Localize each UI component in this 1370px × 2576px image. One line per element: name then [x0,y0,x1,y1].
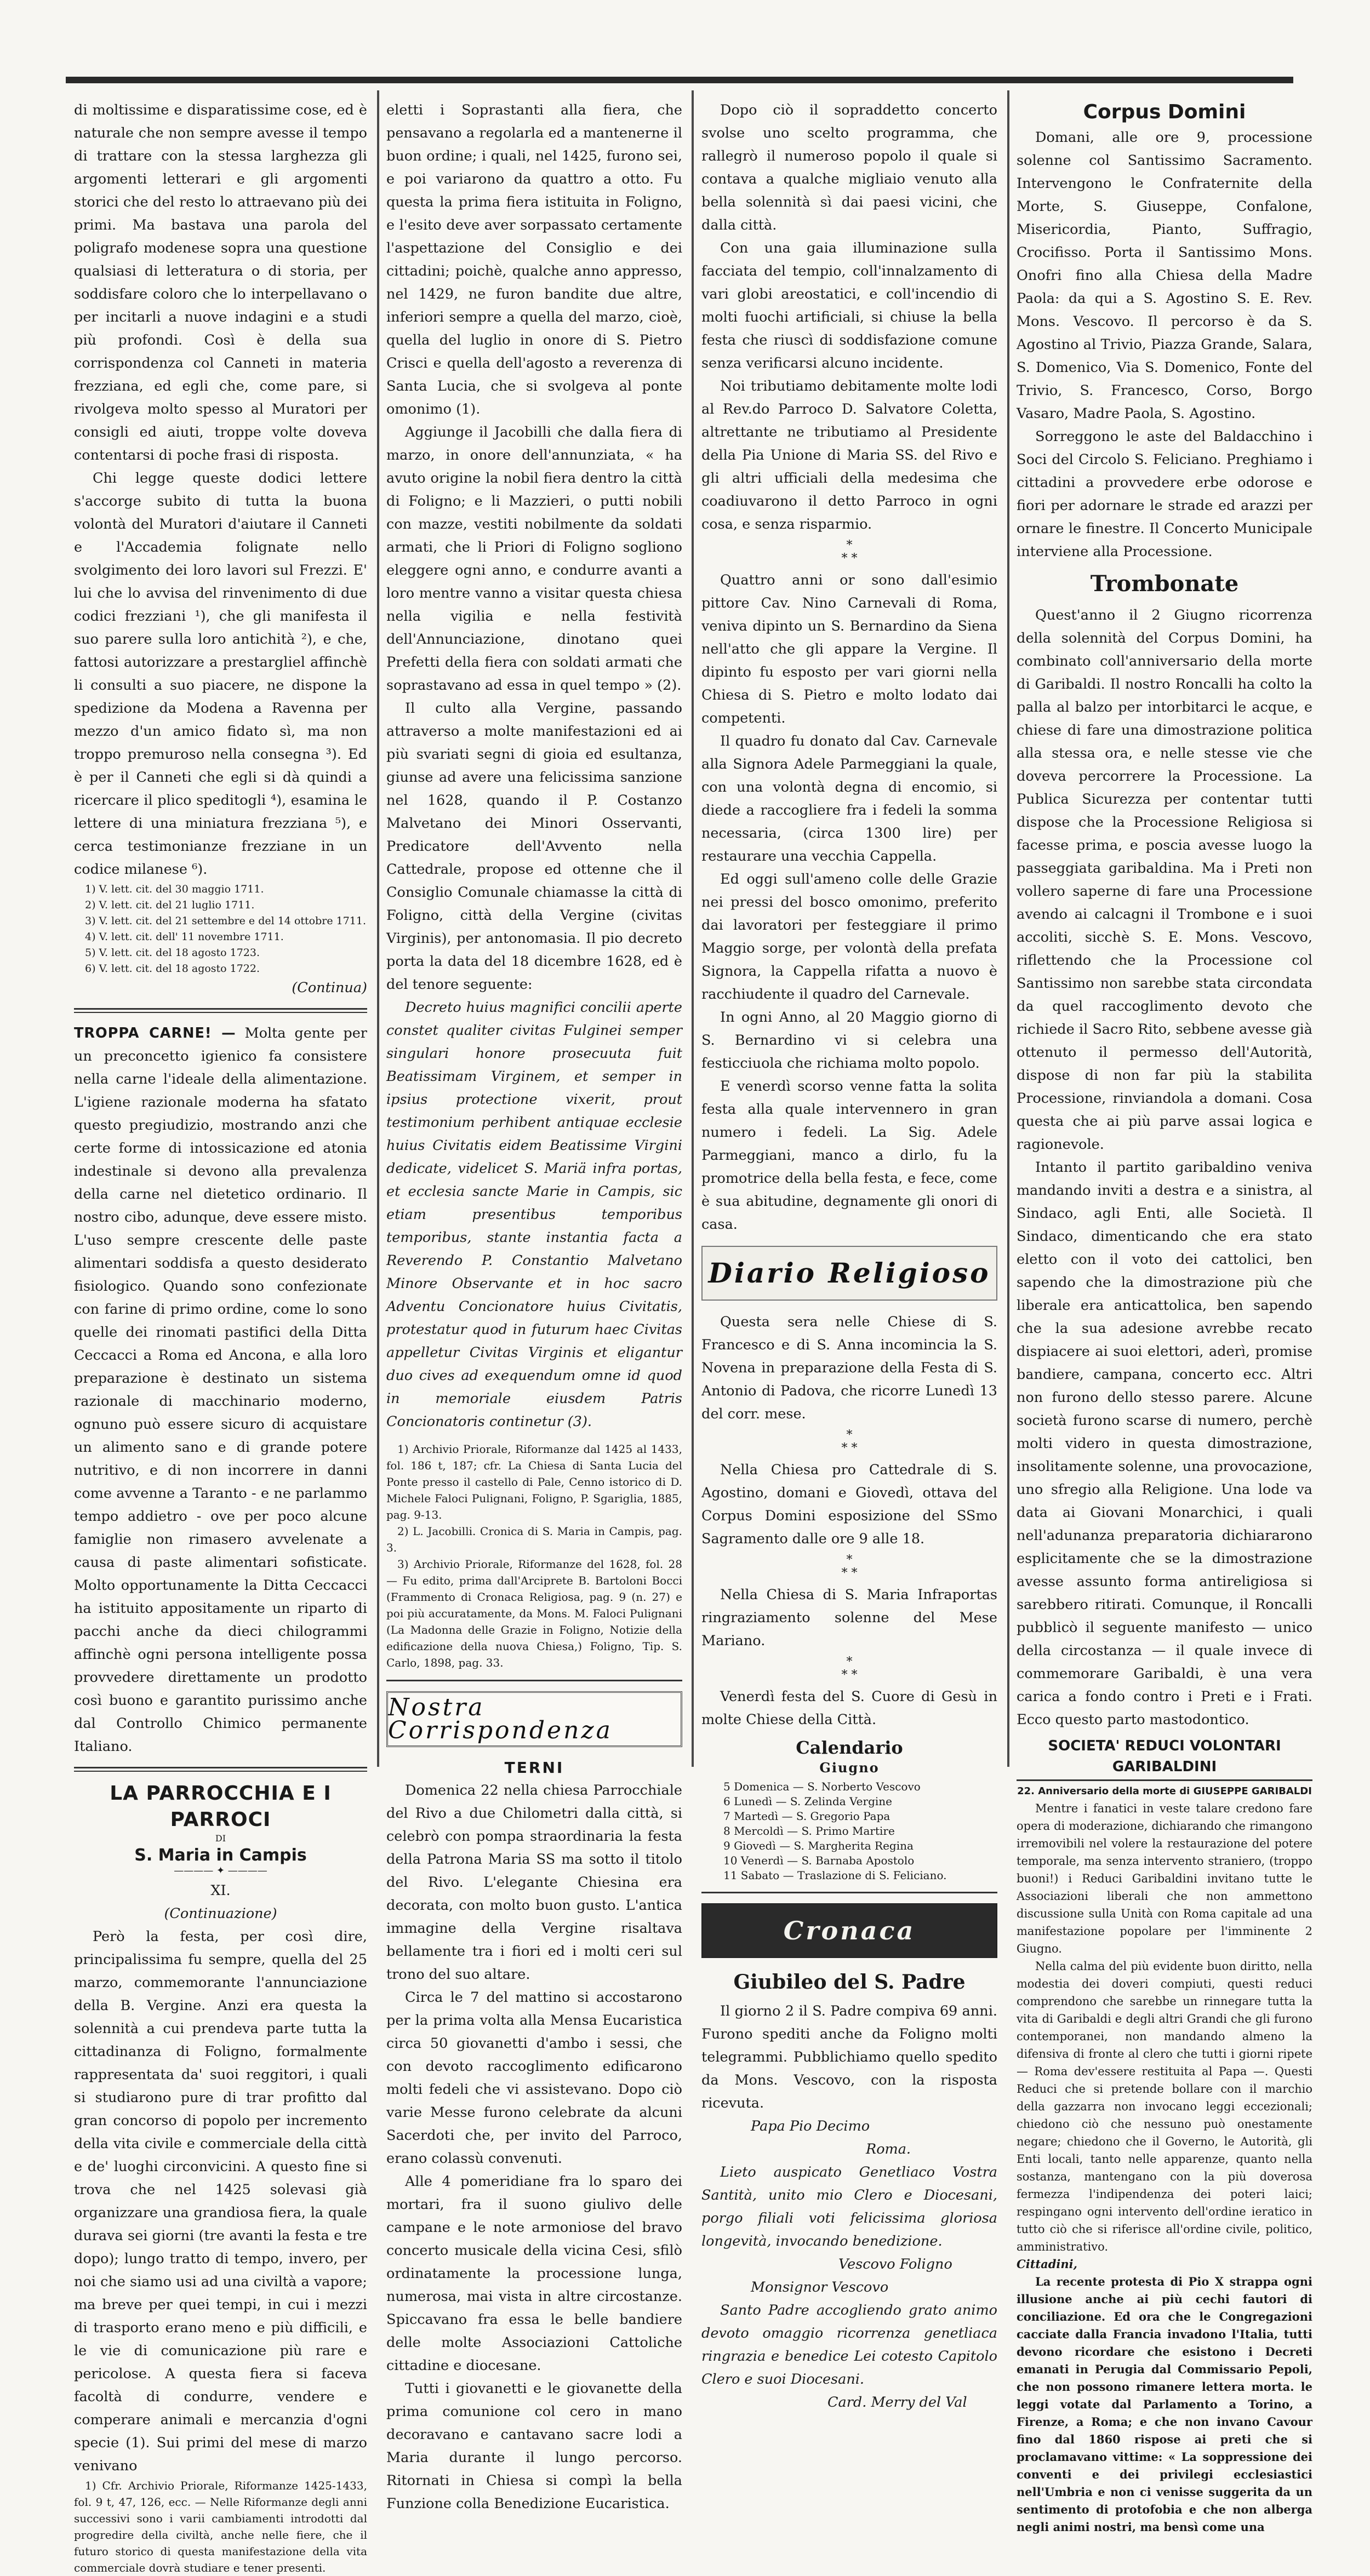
section-divider [701,1892,997,1893]
cronaca-banner: Cronaca [701,1903,997,1958]
section-divider [1017,1779,1312,1781]
asterism: * * * [841,1655,858,1682]
parrocchia-di: DI [215,1833,226,1844]
footnote: 2) L. Jacobilli. Cronica di S. Maria in Campis, pag. 3. [386,1525,682,1554]
parrocchia-subtitle: S. Maria in Campis [134,1846,307,1865]
troppa-carne-article [74,1022,367,1758]
article-paragraph: Alle 4 pomeridiane fra lo sparo dei mortari, fra il suono giulivo delle campane e le note armoniose del bravo concerto musicale della vicina Cesi, sfilò ordinatamente la processione lunga, numerosa, mai vista in altre circostanze. Spiccavano fra essa le belle bandiere delle molte Associazioni Cattoliche cittadine e diocesane. [386,2173,682,2374]
column-rule [1007,90,1009,1767]
calendario-entry: 7 Martedì — S. Gregorio Papa [723,1810,891,1823]
article-paragraph: Venerdì festa del S. Cuore di Gesù in molte Chiese della Città. [701,1688,997,1728]
footnotes [386,1441,682,1671]
article-paragraph: Noi tributiamo debitamente molte lodi al Rev.do Parroco D. Salvatore Coletta, altrettante ne tributiamo al Presidente della Pia Unione di Maria SS. del Rivo e gli altri ufficiali della medesima che coadiuvarono il detto Parroco in ogni cosa, e senza risparmio. [701,378,997,533]
calendario-title: Calendario [796,1737,903,1758]
column-rule [692,90,694,1767]
latin-decree: Decreto huius magnifici concilii aperte constet qualiter civitas Fulginei semper singulari honore prosecuuta fuit Beatissimam Virginem, et semper in ipsius protectione vixerit, prout testimonium perhibent antiquae ecclesie huius Civitatis eidem Beatissime Virgini dedicate, videlicet S. Mariä infra portas, et ecclesia sancte Marie in Campis, sic etiam presentibus temporibus temporibus, stante instantia facta a Reverendo P. Constantio Malvetano Minore Observante et in hoc sacro Adventu Concionatore huius Civitatis, protestatur quod in futurum haec Civitas appelletur Civitas Virginis et eligantur duo cives ad exequendum omne id quod in memoriale eiusdem Patris Concionatoris continetur (3). [386,999,682,1430]
societa-reduci-subtitle: 22. Anniversario della morte di GIUSEPPE GARIBALDI [1017,1785,1312,1797]
footnote: 1) Cfr. Archivio Priorale, Riformanze 1425-1433, fol. 9 t, 47, 126, ecc. — Nelle Riformanze degli anni successivi sono i varii cambiamenti introdotti dal progredire della civiltà, anche nelle fiere, che il futuro storico di questa manifestazione della vita commerciale dovrà studiare e tener presenti. [74,2479,367,2574]
asterism: * * * [841,539,858,565]
article-paragraph: Quest'anno il 2 Giugno ricorrenza della solennità del Corpus Domini, ha combinato coll'anniversario della morte di Garibaldi. Il nostro Roncalli ha colto la palla al balzo per intorbitarci le acque, e chiese di fare una dimostrazione politica alla stessa ora, e nelle stesse vie che doveva percorrere la Processione. La Publica Sicurezza per contentar tutti dispose che la Processione Religiosa si facesse prima, e poscia avesse luogo la passeggiata garibaldina. Ma i Preti non vollero saperne di fare una Processione avendo ai calcagni il Trombone e i suoi accoliti, sicchè S. E. Mons. Vescovo, riflettendo che la Processione col Santissimo non sarebbe stata circondata da quel raccoglimento devoto che richiede il Sacro Rito, sebbene avesse già ottenuto il permesso dell'Autorità, dispose di non far più la stabilita Processione, rinviandola a domani. Cosa questa che ai più parve assai logica e ragionevole. [1017,607,1312,1153]
article-paragraph: eletti i Soprastanti alla fiera, che pensavano a regolarla ed a mantenerne il buon ordine; i quali, nel 1425, furono sei, e poi variarono da quattro a otto. Fu questa la prima fiera istituita in Foligno, e l'esito deve aver sorpassato certamente l'aspettazione del Consiglio e dei cittadini; poichè, qualche anno appresso, nel 1429, ne furon bandite due altre, inferiori sempre a quella del marzo, cioè, quella del luglio in onore di S. Pietro Crisci e quella dell'agosto a reverenza di Santa Lucia, che si svolgeva al ponte omonimo (1). [386,102,682,417]
article-paragraph: Questa sera nelle Chiese di S. Francesco e di S. Anna incomincia la S. Novena in preparazione della Festa di S. Antonio di Padova, che ricorre Lunedì 13 del corr. mese. [701,1314,997,1422]
column-rule [377,90,379,1767]
article-paragraph: In ogni Anno, al 20 Maggio giorno di S. Bernardino vi si celebra una festicciuola che richiama molto popolo. [701,1009,997,1072]
ornament-rule: ———— ✦ ———— [174,1865,267,1876]
article-paragraph: Il quadro fu donato dal Cav. Carnevale alla Signora Adele Parmeggiani la quale, con una volontà degna di encomio, si diede a raccogliere fra i fedeli la somma necessaria, (circa 1300 lire) per restaurare una vecchia Cappella. [701,733,997,865]
troppa-carne-lead: TROPPA CARNE! — [74,1025,236,1041]
parrocchia-number: XI. [210,1882,231,1899]
article-paragraph: Sorreggono le aste del Baldacchino i Soci del Circolo S. Feliciano. Preghiamo i cittadini a provvedere erbe odorose e fiori per adornare le strade ed arazzi per ornare le finestre. Il Concerto Municipale interviene alla Processione. [1017,428,1312,560]
calendario-month: Giugno [819,1760,880,1776]
footnote: 4) V. lett. cit. dell' 11 novembre 1711. [85,931,284,943]
footnote: 6) V. lett. cit. del 18 agosto 1722. [85,963,260,975]
calendario-entry: 6 Lunedì — S. Zelinda Vergine [723,1795,892,1808]
manifesto-paragraph: Mentre i fanatici in veste talare credono fare opera di moderazione, dichiarando che rimangono irremovibili nel volere la restaurazione del potere temporale, ma senza intervento straniero, (troppo buoni!) i Reduci Garibaldini invitano tutte le Associazioni liberali che non ammettono discussione sulla Unità con Roma capitale ad una manifestazione popolare per l'imminente 2 Giugno. [1017,1802,1312,1955]
footnote: 5) V. lett. cit. del 18 agosto 1723. [85,947,260,959]
footnote: 1) Archivio Priorale, Riformanze dal 1425 al 1433, fol. 186 t, 187; cfr. La Chiesa di Santa Lucia del Ponte presso il castello di Pale, Cenno istorico di D. Michele Faloci Pulignani, Foligno, P. Sgariglia, 1885, pag. 9-13. [386,1442,682,1521]
telegram-addressee: Monsignor Vescovo [751,2279,889,2295]
column-2 [386,99,682,2512]
corpus-domini-title: Corpus Domini [1083,101,1246,123]
article-paragraph: Tutti i giovanetti e le giovanette della prima comunione col cero in mano decoravano e cantavano sacre lodi a Maria durante il lungo percorso. Ritornati in Chiesa si compì la bella Funzione colla Benedizione Eucaristica. [386,2380,682,2512]
telegram-signature: Card. Merry del Val [827,2394,967,2411]
article-paragraph: Nella Chiesa di S. Maria Infraportas ringraziamento solenne del Mese Mariano. [701,1587,997,1649]
giubileo-title: Giubileo del S. Padre [733,1971,966,1994]
calendario-entry: 10 Venerdì — S. Barnaba Apostolo [723,1854,915,1867]
column-4 [1017,99,1312,2534]
calendario-entry: 9 Giovedì — S. Margherita Regina [723,1839,914,1852]
parrocchia-title: LA PARROCCHIA E I PARROCI [110,1782,332,1831]
column-1 [74,99,367,2574]
article-paragraph: Intanto il partito garibaldino veniva mandando inviti a destra e a sinistra, al Sindaco, agli Enti, alle Società. Il Sindaco, dimenticando che era stato eletto con il voto dei cattolici, ben sapendo che la dimostrazione più che liberale era anticattolica, ben sapendo che la sua adesione avrebbe recato dispiacere ai suoi elettori, aderì, promise bandiere, campana, concerto ecc. Altri non furono dello stesso parere. Alcune società furono scarse di numero, perchè molti videro in questa dimostrazione, insolitamente solenne, una provocazione, uno sfregio alla Religione. Una lode va data ai Giovani Monarchici, i quali nell'adunanza preparatoria dichiararono esplicitamente che se la dimostrazione avesse assunto forma antireligiosa si sarebbero ritirati. Comunque, il Roncalli pubblicò il seguente manifesto — unico della circostanza — il quale invece di commemorare Garibaldi, è una vera carica a fondo contro i Preti e i Frati. Ecco questo parto mastodontico. [1017,1159,1312,1728]
footnote: 1) V. lett. cit. del 30 maggio 1711. [85,883,264,895]
calendario-list [723,1779,997,1883]
article-paragraph: Dopo ciò il sopraddetto concerto svolse uno scelto programma, che rallegrò il numeroso popolo il quale si contava a qualche migliaio venuto alla bella solennità sì dai paesi vicini, che dalla città. [701,102,997,233]
telegram-signature: Vescovo Foligno [838,2256,952,2272]
article-paragraph: Chi legge queste dodici lettere s'accorge subito di tutta la buona volontà del Muratori d'aiutare il Canneti e l'Accademia folignate nello svolgimento dei loro lavori sul Frezzi. E' lui che lo avvisa del rinvenimento di due codici frezziani ¹), che gli manifesta il suo parere sulla loro antichità ²), e che, fattosi autorizzare a prestargliel afﬁnchè li consulti a suo piacere, ne dispone la spedizione da Modena a Ravenna per mezzo d'un amico fidato sì, ma non troppo premuroso nella consegna ³). Ed è per il Canneti che egli si dà quindi a ricercare il plico speditogli ⁴), esamina le lettere di una miniatura frezziana ⁵), e cerca testimonianze frezziane in un codice milanese ⁶). [74,470,367,878]
terni-heading: TERNI [504,1759,564,1777]
article-paragraph: Aggiunge il Jacobilli che dalla fiera di marzo, in onore dell'annunziata, « ha avuto origine la nobil fiera dentro la città di Foligno; e li Mazzieri, o putti nobili con mazze, vestiti nobilmente da soldati armati, che li Priori di Foligno sogliono eleggere ogni anno, e condurre avanti a loro mentre vanno a visitar questa chiesa nella vigilia e nella festività dell'Annunciazione, dinotano quei Prefetti della fiera con soldati armati che soprastavano ad essa in quel tempo » (2). [386,424,682,694]
article-paragraph: Domani, alle ore 9, processione solenne col Santissimo Sacramento. Intervengono le Confraternite della Morte, S. Giuseppe, Confalone, Misericordia, Pianto, Suffragio, Crocifisso. Porta il Santissimo Mons. Onofri fino alla Chiesa della Madre Paola: da qui a S. Agostino S. E. Rev. Mons. Vescovo. Il percorso è da S. Agostino al Trivio, Piazza Grande, Salara, S. Domenico, Via S. Domenico, Fonte del Trivio, S. Francesco, Corso, Borgo Vasaro, Madre Paola, S. Agostino. [1017,129,1312,422]
footnote: 2) V. lett. cit. del 21 luglio 1711. [85,899,255,911]
article-paragraph: di moltissime e disparatissime cose, ed è naturale che non sempre avesse il tempo di trattare con la stessa larghezza gli argomenti letterari e gli argomenti storici che del resto lo attraevano più dei primi. Ma bastava una parola del poligrafo modenese sopra una questione qualsiasi di letteratura o di storia, per soddisfare coloro che lo interpellavano o per incitarli a nuove indagini e a studi più profondi. Così è della sua corrispondenza col Canneti in materia frezziana, ed egli che, come pare, si rivolgeva molto spesso al Muratori per consigli ed aiuti, troppe volte doveva contentarsi di poche frasi di risposta. [74,102,367,463]
article-paragraph: Con una gaia illuminazione sulla facciata del tempio, coll'innalzamento di vari globi areostatici, e coll'incendio di molti fuochi artificiali, si chiuse la bella festa che riuscì di soddisfazione comune senza verificarsi alcuno incidente. [701,240,997,371]
footnote: 3) Archivio Priorale, Riformanze del 1628, fol. 28 — Fu edito, prima dall'Arciprete B. Bartoloni Bocci (Frammento di Cronaca Religiosa, pag. 9 (n. 27) e poi più accuratamente, da Mons. M. Faloci Pulignani (La Madonna delle Grazie in Foligno, Notizie della edificazione della nuova Chiesa,) Foligno, Tip. S. Carlo, 1898, pag. 33. [386,1558,682,1669]
troppa-carne-body: Molta gente per un preconcetto igienico fa consistere nella carne l'ideale della alimentazione. L'igiene razionale moderna ha sfatato questo pregiudizio, mostrando anzi che certe forme di intossicazione ed atonia indestinale si devono alla prevalenza della carne nel dietetico ordinario. Il nostro cibo, adunque, deve essere misto. L'uso sempre crescente delle paste alimentari soddisfa a questo desiderato fisiologico. Quando sono confezionate con farine di primo ordine, come lo sono quelle dei rinomati pastifici della Ditta Ceccacci a Roma ed Ancona, e alla loro preparazione è destinato un sistema razionale di macchinario moderno, ognuno può essere sicuro di acquistare un alimento sano e di grande potere nutritivo, e di non incorrere in danni come avvenne a Taranto - e ne parlammo tempo addietro - ove per poco alcune famiglie non rimasero avvelenate a causa di paste alimentari sofisticate. Molto opportunamente la Ditta Ceccacci ha istituito appositamente un riparto di pacchi anche da dieci chilogrammi affinchè ogni persona intelligente possa provvedere direttamente un prodotto così buono e garantito purissimo anche dal Controllo Chimico permanente Italiano. [74,1025,367,1755]
manifesto-paragraph: Nella calma del più evidente buon diritto, nella modestia dei doveri compiuti, questi reduci comprendono che sarebbe un rinnegare tutta la vita di Garibaldi e degli altri Grandi che gli furono contemporanei, non mandando almeno la difensiva di fronte al clero che tutti i giorni ripete — Roma dev'essere restituita al Papa —. Questi Reduci che si pretende bollare con il marchio della gazzarra non invocano leggi eccezionali; chiedono ciò che nessuno può onestamente negare; chiedono che il Governo, le Autorità, gli Enti locali, tanto nelle apparenze, quanto nella sostanza, mantengano con la più doverosa fermezza l'indipendenza dei poteri laici; respingano ogni intervento dell'ordine ieratico in tutto ciò che si riferisce all'ordine civile, politico, amministrativo. [1017,1960,1312,2253]
calendario-entry: 5 Domenica — S. Norberto Vescovo [723,1780,921,1793]
trombonate-title: Trombonate [1090,571,1239,597]
article-paragraph: Nella Chiesa pro Cattedrale di S. Agostino, domani e Giovedì, ottava del Corpus Domini esposizione del SSmo Sagramento dalle ore 9 alle 18. [701,1462,997,1547]
top-rule [66,77,1293,83]
column-3 [701,99,997,2411]
footnotes [74,882,367,976]
article-paragraph: E venerdì scorso venne fatta la solita festa alla quale intervennero in gran numero i fedeli. La Sig. Adele Parmeggiani, manco a dirlo, fu la promotrice della bella festa, e fece, come è sua abitudine, degnamente gli onori di casa. [701,1078,997,1233]
article-paragraph: Il culto alla Vergine, passando attraverso a molte manifestazioni ed ai più svariati segni di gioia ed esultanza, giunse ad avere una felicissima sanzione nel 1628, quando il P. Costanzo Malvetano dei Minori Osservanti, Predicatore dell'Avvento nella Cattedrale, propose ed ottenne che il Consiglio Comunale chiamasse la città di Foligno, città della Vergine (civitas Virginis), per antonomasia. Il pio decreto porta la data del 18 dicembre 1628, ed è del tenore seguente: [386,700,682,993]
article-paragraph: Il giorno 2 il S. Padre compiva 69 anni. Furono spediti anche da Foligno molti telegrammi. Pubblichiamo quello spedito da Mons. Vescovo, con la risposta ricevuta. [701,2003,997,2111]
diario-religioso-banner: Diario Religioso [701,1246,997,1301]
nostra-corrispondenza-banner: Nostra Corrispondenza [386,1691,682,1747]
parrocchia-continuazione: (Continuazione) [164,1905,277,1922]
telegram-text: Santo Padre accogliendo grato animo devoto omaggio ricorrenza genetliaca ringrazia e benedice Lei cotesto Capitolo Clero e suoi Diocesani. [701,2302,997,2388]
continua-label: (Continua) [292,980,367,996]
article-paragraph: Quattro anni or sono dall'esimio pittore Cav. Nino Carnevali di Roma, veniva dipinto un S. Bernardino da Siena nell'atto che gli appare la Vergine. Il dipinto fu esposto per vari giorni nella Chiesa di S. Pietro e molto lodato dai competenti. [701,572,997,726]
calendario-entry: 11 Sabato — Traslazione di S. Feliciano. [723,1869,947,1882]
article-paragraph: Però la festa, per così dire, principalissima fu sempre, quella del 25 marzo, commemorante l'annunciazione della B. Vergine. Anzi era questa la solennità a cui prendeva parte tutta la cittadinanza di Foligno, formalmente rappresentata da' suoi reggitori, i quali si studiarono pure di trar profitto dal gran concorso di popolo per incremento della vita civile e commerciale della città e de' luoghi circonvicini. A questo fine si trova che nel 1425 solevasi già organizzare una grandiosa fiera, la quale durava sei giorni (tre avanti la festa e tre dopo); lungo tratto di tempo, invero, per noi che siamo usi ad una civiltà a vapore; ma breve per quei tempi, in cui i mezzi di trasporto erano meno e più difficili, e le vie di comunicazione più rare e pericolose. A questa fiera si faceva facoltà di condurre, vendere e comperare animali e mercanzia d'ogni specie (1). Sui primi del mese di marzo venivano [74,1928,367,2474]
societa-reduci-title: SOCIETA' REDUCI VOLONTARI GARIBALDINI [1048,1738,1281,1775]
section-divider [386,1680,682,1681]
telegram [701,2115,997,2414]
article-paragraph: Domenica 22 nella chiesa Parrocchiale del Rivo a due Chilometri dalla città, si celebrò con pompa straordinaria la festa della Patrona Maria SS ma sotto il titolo del Rivo. L'elegante Chiesina era decorata, con molto buon gusto. L'antica immagine della Vergine risaltava bellamente tra i fiori ed i molti ceri sul trono del suo altare. [386,1782,682,1983]
manifesto-paragraph: La recente protesta di Pio X strappa ogni illusione anche ai più cechi fautori di conciliazione. Ed ora che le Congregazioni cacciate dalla Francia invadono l'Italia, tutti devono ricordare che esistono i Decreti emanati in Perugia dal Commissario Pepoli, che non possono rimanere lettera morta. le leggi votate dal Parlamento a Torino, a Firenze, a Roma; e che non invano Cavour fino dal 1860 rispose ai preti che si proclamavano vittime: « La soppressione dei conventi e dei privilegi ecclesiastici nell'Umbria e non ci venisse suggerita da un sentimento di protofobia e che non alberga negli animi nostri, ma bensì come una [1017,2275,1312,2534]
telegram-place: Roma. [866,2141,911,2157]
manifesto-salutation: Cittadini, [1017,2257,1077,2271]
article-paragraph: Circa le 7 del mattino si accostarono per la prima volta alla Mensa Eucaristica circa 50 giovanetti d'ambo i sessi, che con devoto raccoglimento edificarono molti fedeli che vi assistevano. Dopo ciò varie Messe furono celebrate da alcuni Sacerdoti che, per invito del Parroco, erano colassù convenuti. [386,1989,682,2167]
telegram-addressee: Papa Pio Decimo [751,2118,870,2134]
footnote: 3) V. lett. cit. del 21 settembre e del 14 ottobre 1711. [85,915,367,927]
asterism: * * * [841,1428,858,1455]
calendario-entry: 8 Mercoldì — S. Primo Martire [723,1824,895,1837]
section-divider [74,1767,367,1772]
telegram-text: Lieto auspicato Genetliaco Vostra Santità, unito mio Clero e Diocesani, porgo filiali voti felicissima gloriosa longevità, invocando benedizione. [701,2164,997,2249]
article-paragraph: Ed oggi sull'ameno colle delle Grazie nei pressi del bosco omonimo, preferito dai lavoratori per festeggiare il primo Maggio sorge, per volontà della prefata Signora, la Cappella rifatta a nuovo è racchiudente il quadro del Carnevale. [701,871,997,1003]
section-divider [74,1008,367,1013]
asterism: * * * [841,1553,858,1580]
